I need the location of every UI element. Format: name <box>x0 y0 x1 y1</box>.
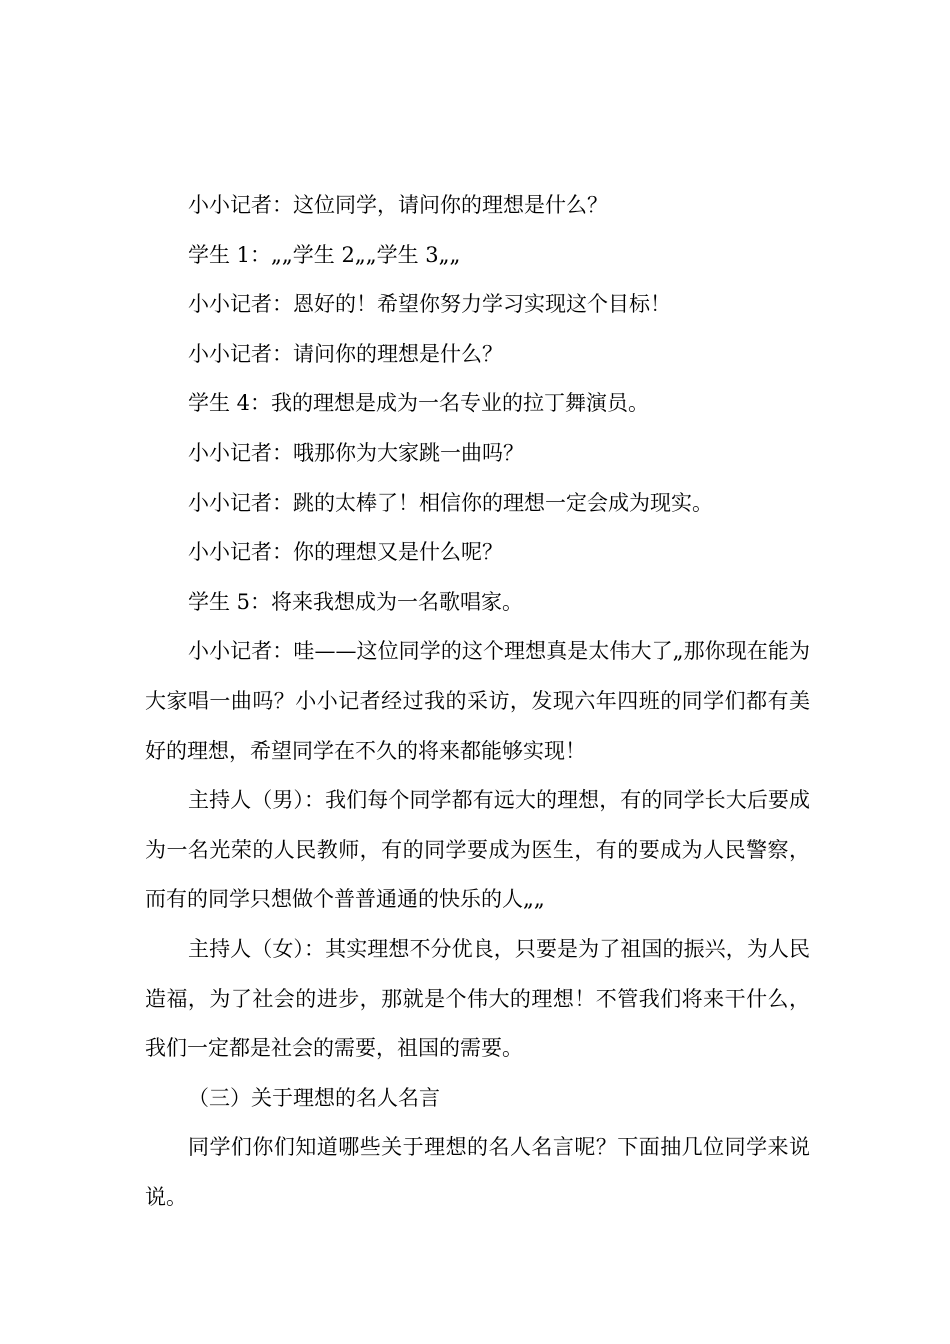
dialogue-student-5: 学生 5：将来我想成为一名歌唱家。 <box>188 589 524 614</box>
dialogue-reporter-question-1: 小小记者：这位同学，请问你的理想是什么？ <box>188 193 608 217</box>
dialogue-reporter-summary: 小小记者：哇——这位同学的这个理想真是太伟大了„那你现在能为大家唱一曲吗？小小记者经过我的采访，发现六年四班的同学们都有美好的理想，希望同学在不久的将来都能够实现！ <box>145 639 810 763</box>
section-heading-quotes: （三）关于理想的名人名言 <box>188 1085 440 1110</box>
document-body <box>145 181 810 1222</box>
dialogue-student-4: 学生 4：我的理想是成为一名专业的拉丁舞演员。 <box>188 391 650 416</box>
dialogue-reporter-question-3: 小小记者：你的理想又是什么呢？ <box>188 540 503 565</box>
host-female-speech: 主持人（女）：其实理想不分优良，只要是为了祖国的振兴，为人民造福，为了社会的进步，那就是个伟大的理想！不管我们将来干什么，我们一定都是社会的需要，祖国的需要。 <box>145 936 810 1061</box>
dialogue-students-1-3: 学生 1：„„学生 2„„学生 3„„ <box>188 242 461 267</box>
dialogue-reporter-dance-request: 小小记者：哦那你为大家跳一曲吗？ <box>188 440 524 465</box>
host-male-speech: 主持人（男）：我们每个同学都有远大的理想，有的同学长大后要成为一名光荣的人民教师，有的同学要成为医生，有的要成为人民警察，而有的同学只想做个普普通通的快乐的人„„ <box>145 788 810 912</box>
dialogue-reporter-praise: 小小记者：跳的太棒了！相信你的理想一定会成为现实。 <box>188 490 713 515</box>
dialogue-reporter-encourage: 小小记者：恩好的！希望你努力学习实现这个目标！ <box>188 292 671 317</box>
quotes-intro-paragraph: 同学们你们知道哪些关于理想的名人名言呢？下面抽几位同学来说说。 <box>145 1135 810 1209</box>
dialogue-reporter-question-2: 小小记者：请问你的理想是什么？ <box>188 341 503 366</box>
